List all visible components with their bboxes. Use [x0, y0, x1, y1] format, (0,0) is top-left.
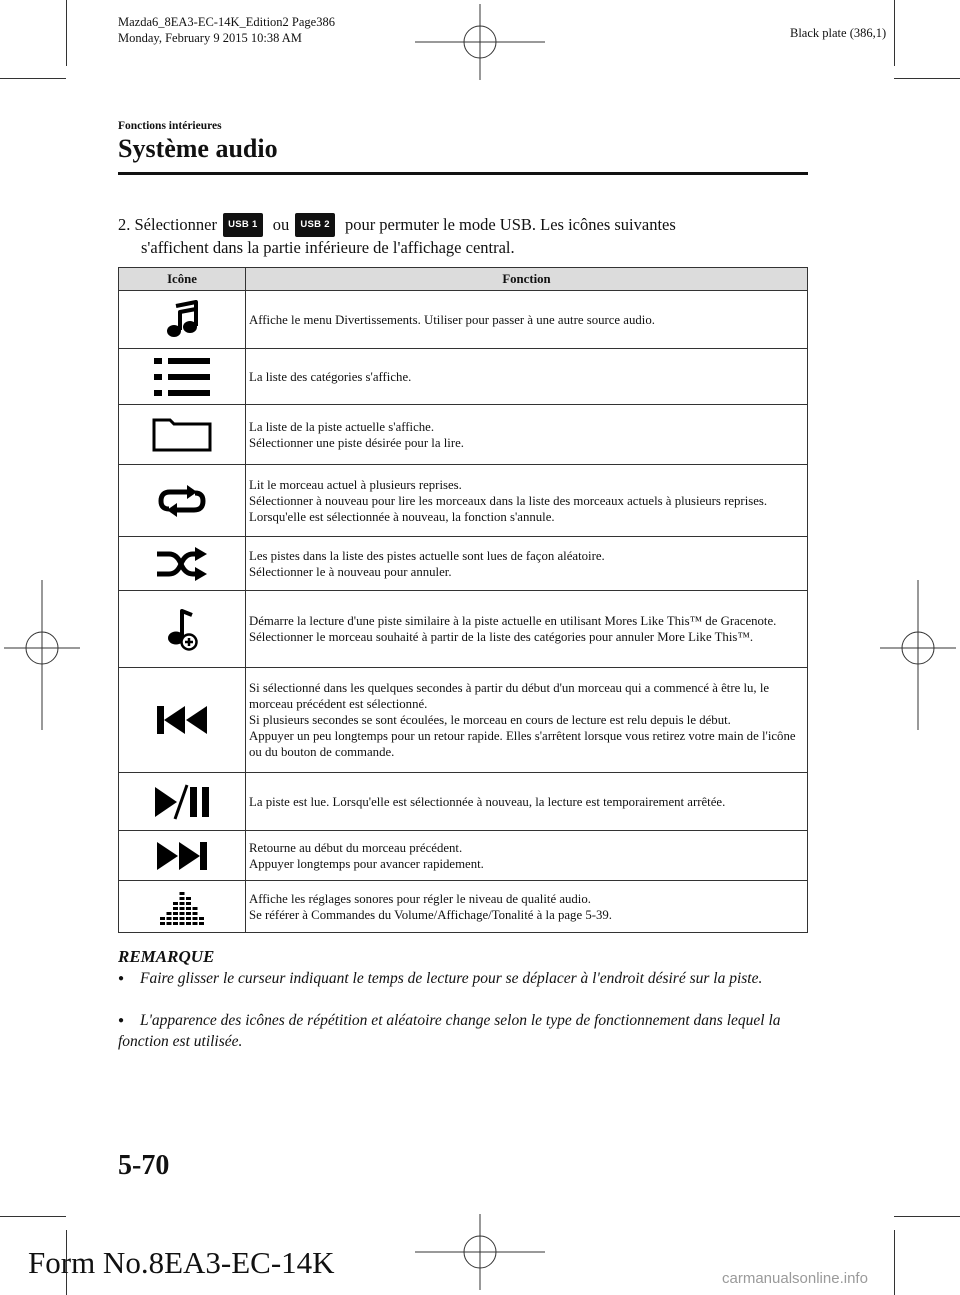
icon-function-table	[118, 267, 808, 933]
table-row	[119, 465, 808, 537]
description-line: La liste de la piste actuelle s'affiche.	[249, 419, 435, 434]
note-item-text: L'apparence des icônes de répétition et aléatoire change selon le type de fonctionnement dans lequel la fonction est utilisée.	[118, 1012, 781, 1050]
description-line: Lorsqu'elle est sélectionnée à nouveau, la fonction s'annule.	[249, 509, 555, 524]
title-rule	[118, 172, 808, 175]
crop-mark	[894, 0, 895, 66]
description-line: Appuyer longtemps pour avancer rapidement.	[249, 856, 484, 871]
table-row	[119, 291, 808, 349]
category-list-icon	[119, 349, 246, 405]
note-item	[118, 968, 808, 989]
page-title: Système audio	[118, 134, 278, 163]
function-description	[246, 773, 808, 831]
crop-mark	[894, 1216, 960, 1217]
description-line: Sélectionner à nouveau pour lire les morceaux dans la liste des morceaux actuels à plusieurs reprises.	[249, 493, 768, 508]
step-text-before: Sélectionner	[134, 215, 217, 234]
note-item	[118, 1010, 808, 1052]
function-description	[246, 881, 808, 933]
step-number: 2.	[118, 215, 131, 234]
description-line: Se référer à Commandes du Volume/Affichage/Tonalité à la page 5-39.	[249, 907, 612, 922]
crop-mark	[66, 0, 67, 66]
description-line: Lit le morceau actuel à plusieurs reprises.	[249, 477, 462, 492]
registration-mark-bottom	[415, 1214, 545, 1290]
col-function-header: Fonction	[246, 268, 808, 291]
function-description	[246, 349, 808, 405]
step-paragraph	[118, 213, 808, 259]
description-line: La liste des catégories s'affiche.	[249, 369, 412, 384]
function-description	[246, 591, 808, 668]
print-header	[118, 14, 335, 46]
usb2-badge: USB 2	[295, 213, 334, 237]
description-line: Sélectionner le morceau souhaité à partir de la liste des catégories pour annuler More Like This™.	[249, 630, 754, 644]
description-line: Retourne au début du morceau précédent.	[249, 840, 463, 855]
function-description	[246, 465, 808, 537]
previous-track-icon	[119, 668, 246, 773]
folder-icon	[119, 405, 246, 465]
table-row	[119, 773, 808, 831]
shuffle-icon	[119, 537, 246, 591]
function-description	[246, 668, 808, 773]
form-number: Form No.8EA3-EC-14K	[28, 1245, 335, 1280]
note-item-text: Faire glisser le curseur indiquant le temps de lecture pour se déplacer à l'endroit désiré sur la piste.	[140, 970, 763, 987]
bullet-icon: ●	[118, 1015, 125, 1026]
description-line: Affiche les réglages sonores pour régler le niveau de qualité audio.	[249, 891, 591, 906]
table-row	[119, 668, 808, 773]
function-description	[246, 537, 808, 591]
crop-mark	[894, 78, 960, 79]
table-row	[119, 349, 808, 405]
crop-mark	[0, 78, 66, 79]
watermark: carmanualsonline.info	[722, 1270, 868, 1287]
file-line: Mazda6_8EA3-EC-14K_Edition2 Page386	[118, 15, 335, 29]
function-description	[246, 831, 808, 881]
more-like-this-icon	[119, 591, 246, 668]
repeat-icon	[119, 465, 246, 537]
description-line: Démarre la lecture d'une piste similaire à la piste actuelle en utilisant Mores Like This™ de Gracenote.	[249, 614, 777, 628]
function-description	[246, 405, 808, 465]
registration-mark-left	[4, 580, 80, 730]
description-line: Les pistes dans la liste des pistes actuelle sont lues de façon aléatoire.	[249, 548, 605, 563]
step-text-or: ou	[272, 215, 290, 234]
play-pause-icon	[119, 773, 246, 831]
step-text-after: pour permuter le mode USB. Les icônes suivantes	[344, 215, 676, 234]
description-line: Sélectionner une piste désirée pour la lire.	[249, 435, 464, 450]
note-heading: REMARQUE	[118, 947, 215, 966]
date-line: Monday, February 9 2015 10:38 AM	[118, 31, 302, 45]
col-icon-header: Icône	[119, 268, 246, 291]
music-note-icon	[119, 291, 246, 349]
description-line: Sélectionner le à nouveau pour annuler.	[249, 564, 452, 579]
bullet-icon: ●	[118, 973, 125, 984]
description-line: Appuyer un peu longtemps pour un retour rapide. Elles s'arrêtent lorsque vous retirez votre main de l'icône ou du bouton de commande.	[249, 729, 796, 759]
table-row	[119, 881, 808, 933]
step-line-2: s'affichent dans la partie inférieure de l'affichage central.	[141, 238, 515, 257]
table-header-row	[119, 268, 808, 291]
equalizer-icon	[119, 881, 246, 933]
plate-label: Black plate (386,1)	[790, 26, 887, 40]
function-description	[246, 291, 808, 349]
page-number: 5-70	[118, 1150, 170, 1181]
registration-mark-right	[880, 580, 956, 730]
next-track-icon	[119, 831, 246, 881]
registration-mark-top	[415, 4, 545, 80]
description-line: Affiche le menu Divertissements. Utiliser pour passer à une autre source audio.	[249, 312, 655, 327]
description-line: Si plusieurs secondes se sont écoulées, le morceau en cours de lecture est relu depuis le début.	[249, 713, 731, 727]
crop-mark	[0, 1216, 66, 1217]
crop-mark	[894, 1230, 895, 1295]
table-row	[119, 591, 808, 668]
description-line: Si sélectionné dans les quelques secondes à partir du début d'un morceau qui a commencé à être lu, le morceau précédent est sélectionné.	[249, 681, 770, 711]
table-row	[119, 405, 808, 465]
table-row	[119, 831, 808, 881]
section-label: Fonctions intérieures	[118, 120, 222, 132]
description-line: La piste est lue. Lorsqu'elle est sélectionnée à nouveau, la lecture est temporairement arrêtée.	[249, 794, 726, 809]
table-row	[119, 537, 808, 591]
usb1-badge: USB 1	[223, 213, 262, 237]
